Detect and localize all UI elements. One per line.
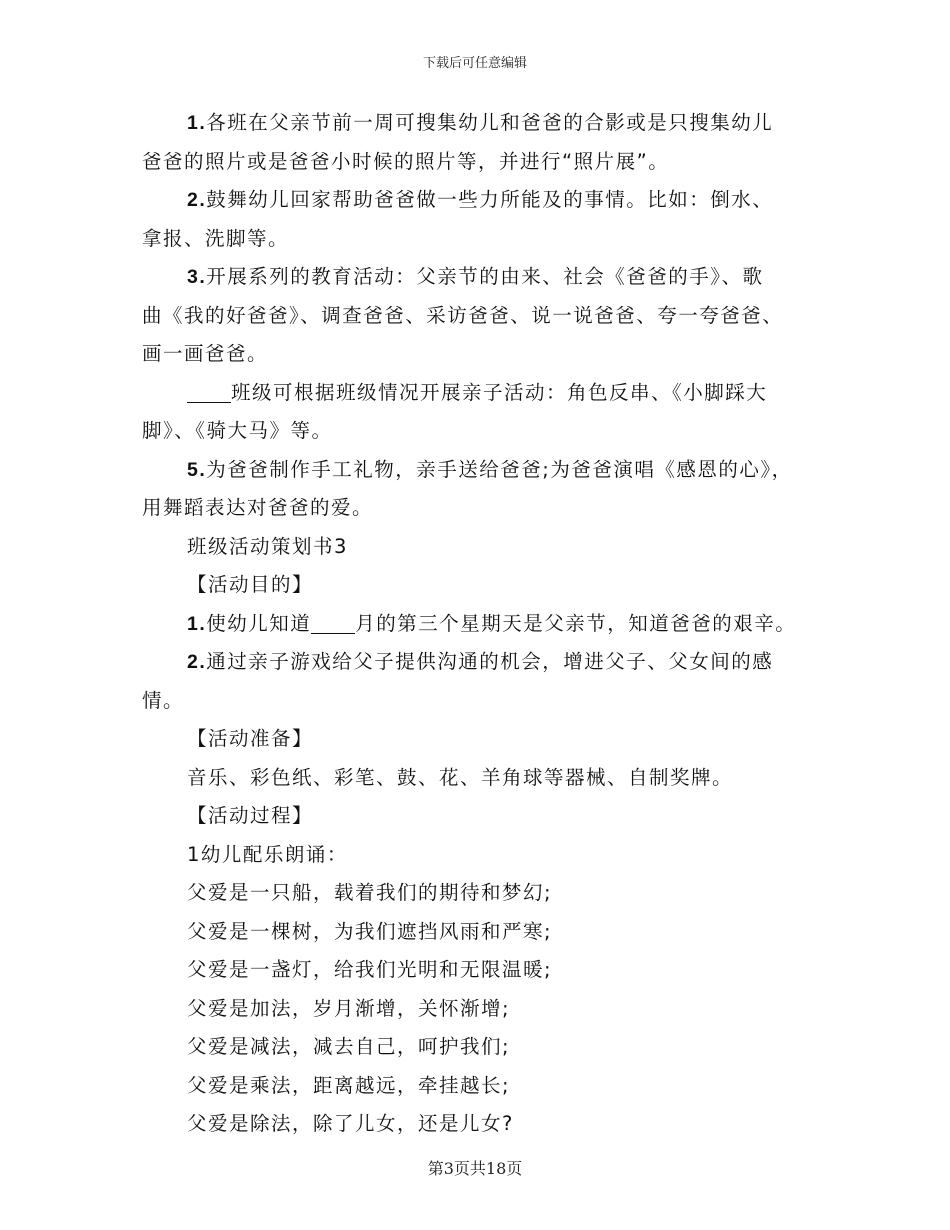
page-header: 下载后可任意编辑	[422, 56, 527, 71]
item-3-text: 开展系列的教育活动：父亲节的由来、社会《爸爸的手》、歌	[206, 265, 764, 288]
item-5-text: 为爸爸制作手工礼物，亲手送给爸爸;为爸爸演唱《感恩的心》，	[206, 457, 793, 481]
goal-2-number: 2.	[187, 651, 207, 673]
item-5-line-2: 用舞蹈表达对爸爸的爱。	[142, 496, 374, 519]
poem-line: 父爱是加法，岁月渐增，关怀渐增;	[187, 996, 511, 1020]
fill-in-blank	[187, 381, 231, 402]
fill-in-blank	[311, 612, 355, 633]
item-2-line-2: 拿报、洗脚等。	[142, 226, 290, 250]
goal-1	[142, 605, 822, 644]
poem-line: 父爱是乘法，距离越远，牵挂越长;	[187, 1073, 511, 1097]
item-2-text: 鼓舞幼儿回家帮助爸爸做一些力所能及的事情。比如：倒水、	[206, 188, 774, 211]
goal-heading: 【活动目的】	[187, 573, 314, 596]
section-title: 班级活动策划书3	[187, 534, 348, 558]
goal-2-line-1	[142, 643, 822, 682]
page-footer: 第3页共18页	[427, 1159, 523, 1178]
process-step-1: 1幼儿配乐朗诵：	[187, 842, 348, 866]
process-heading: 【活动过程】	[187, 804, 314, 827]
item-1-number: 1.	[187, 112, 207, 134]
poem-line: 父爱是一只船，载着我们的期待和梦幻;	[187, 881, 553, 904]
goal-2-text: 通过亲子游戏给父子提供沟通的机会，增进父子、父女间的感	[206, 650, 774, 673]
document-body	[142, 104, 822, 1144]
item-3-line-3: 画一画爸爸。	[142, 342, 269, 365]
item-5-line-1	[142, 451, 822, 490]
goal-1-text-before: 使幼儿知道	[206, 611, 312, 635]
poem-line: 父爱是除法，除了儿女，还是儿女?	[187, 1112, 514, 1135]
prep-text: 音乐、彩色纸、彩笔、鼓、花、羊角球等器械、自制奖牌。	[187, 765, 734, 789]
prep-heading: 【活动准备】	[187, 727, 314, 750]
item-4-line-2: 脚》、《骑大马》等。	[142, 419, 333, 442]
poem-line: 父爱是减法，减去自己，呵护我们;	[187, 1035, 511, 1058]
item-1-line-2: 爸爸的照片或是爸爸小时候的照片等，并进行“照片展”。	[142, 149, 670, 173]
item-3-number: 3.	[187, 266, 207, 288]
item-1-line-1	[142, 104, 822, 143]
item-2-number: 2.	[187, 189, 207, 211]
item-4-text: 班级可根据班级情况开展亲子活动：角色反串、《小脚踩大	[231, 380, 768, 404]
item-5-number: 5.	[187, 458, 207, 481]
goal-1-text-after: 月的第三个星期天是父亲节，知道爸爸的艰辛。	[355, 611, 797, 635]
poem-line: 父爱是一盏灯，给我们光明和无限温暖;	[187, 958, 553, 981]
poem-line: 父爱是一棵树，为我们遮挡风雨和严寒;	[187, 919, 553, 943]
item-3-line-2: 曲《我的好爸爸》、调查爸爸、采访爸爸、说一说爸爸、夸一夸爸爸、	[142, 303, 784, 327]
goal-1-number: 1.	[187, 612, 207, 635]
item-1-text: 各班在父亲节前一周可搜集幼儿和爸爸的合影或是只搜集幼儿	[206, 111, 774, 134]
goal-2-line-2: 情。	[142, 688, 185, 712]
item-4-line-1	[142, 374, 822, 413]
item-3-line-1	[142, 258, 822, 297]
item-2-line-1	[142, 181, 822, 220]
